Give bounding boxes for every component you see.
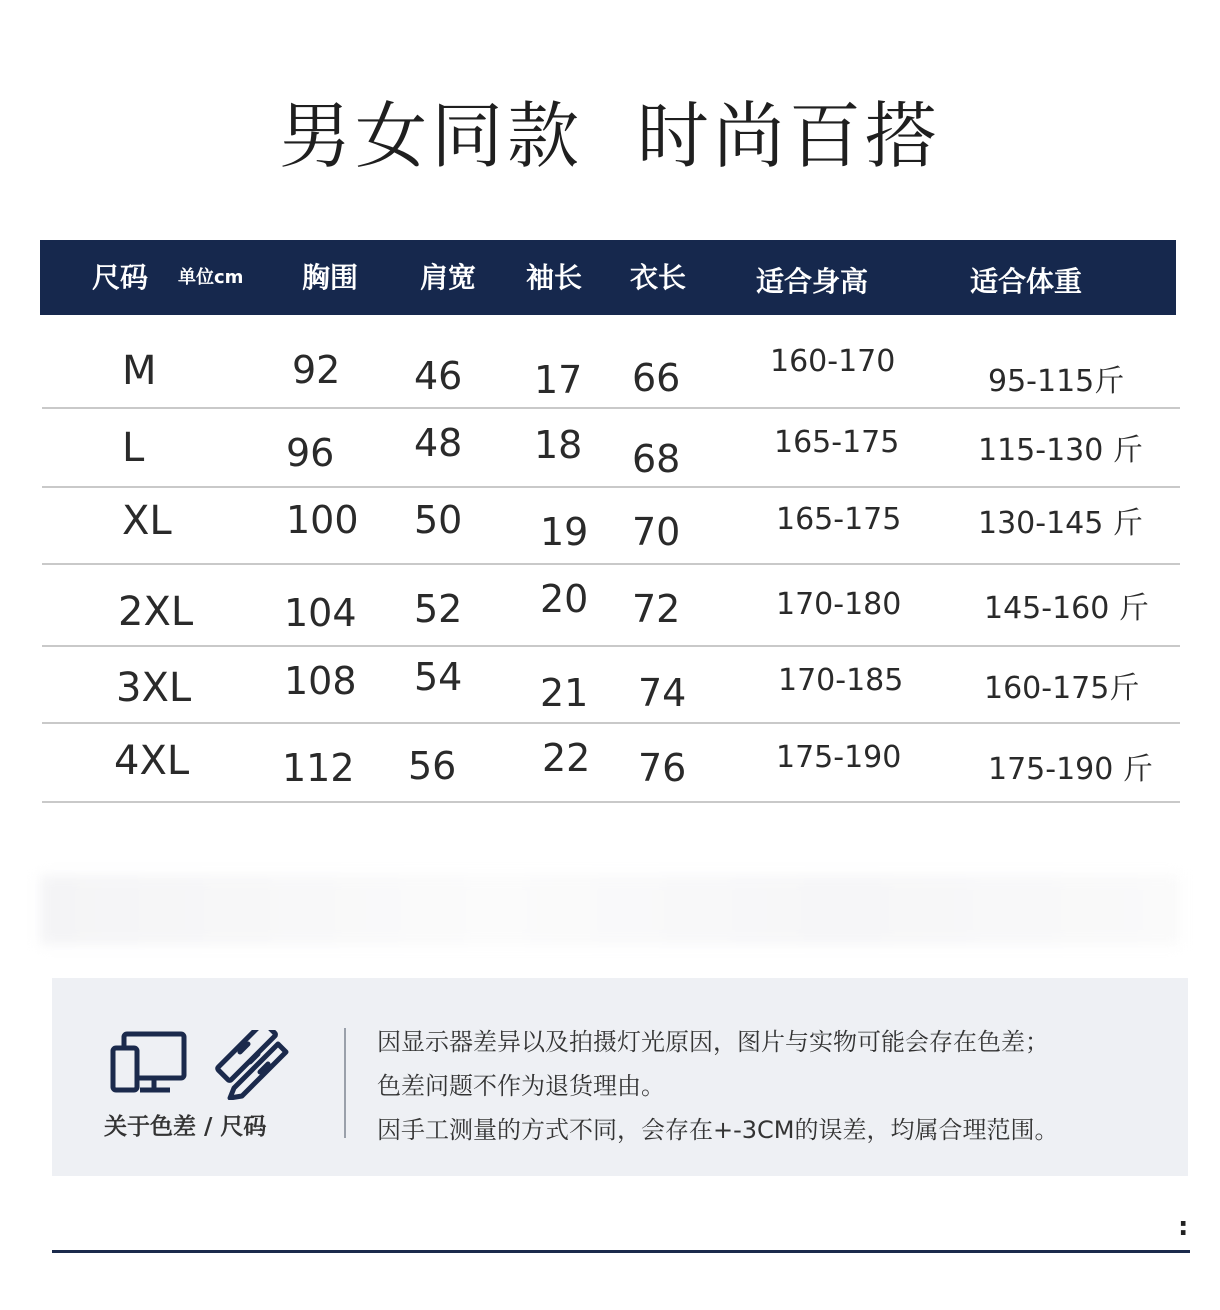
cell-length: 72 xyxy=(632,587,681,631)
header-sleeve: 袖长 xyxy=(526,261,583,294)
cell-size: 2XL xyxy=(118,589,194,635)
cell-size: XL xyxy=(122,498,172,544)
notice-line-1: 因显示器差异以及拍摄灯光原因，图片与实物可能会存在色差； xyxy=(377,1028,1049,1056)
table-row xyxy=(42,330,1180,409)
cell-chest: 112 xyxy=(282,746,355,790)
bottom-divider xyxy=(52,1250,1190,1253)
cell-size: M xyxy=(122,348,157,394)
cell-weight: 160-175斤 xyxy=(984,671,1140,706)
cell-shoulder: 54 xyxy=(414,655,463,699)
cell-height: 160-170 xyxy=(770,344,896,379)
cell-height: 165-175 xyxy=(776,502,902,537)
cell-length: 66 xyxy=(632,356,681,400)
cell-chest: 104 xyxy=(284,591,357,635)
cell-sleeve: 17 xyxy=(534,358,583,402)
cell-size: L xyxy=(122,425,145,471)
cell-sleeve: 19 xyxy=(540,510,589,554)
cell-size: 4XL xyxy=(114,738,190,784)
notice-icons xyxy=(110,1030,290,1100)
cell-sleeve: 18 xyxy=(534,423,583,467)
table-row xyxy=(42,488,1180,565)
header-height: 适合身高 xyxy=(756,265,869,298)
table-row xyxy=(42,647,1180,724)
page-title: 男女同款 时尚百搭 xyxy=(279,94,941,178)
notice-box xyxy=(52,978,1188,1176)
corner-mark: : xyxy=(1178,1212,1189,1242)
header-shoulder: 肩宽 xyxy=(420,261,477,294)
header-chest: 胸围 xyxy=(302,261,359,294)
cell-shoulder: 56 xyxy=(408,744,457,788)
cell-length: 70 xyxy=(632,510,681,554)
cell-length: 74 xyxy=(638,671,687,715)
ruler-pencil-icon xyxy=(217,1030,286,1098)
notice-icon-label: 关于色差 / 尺码 xyxy=(104,1114,267,1140)
table-row xyxy=(42,724,1180,803)
header-length: 衣长 xyxy=(630,261,687,294)
blurred-strip xyxy=(40,875,1180,945)
monitor-phone-icon xyxy=(113,1034,184,1090)
cell-length: 68 xyxy=(632,437,681,481)
cell-sleeve: 20 xyxy=(540,577,589,621)
cell-weight: 115-130 斤 xyxy=(978,433,1143,468)
cell-weight: 145-160 斤 xyxy=(984,591,1149,626)
notice-line-3: 因手工测量的方式不同，会存在+-3CM的误差，均属合理范围。 xyxy=(377,1116,1059,1144)
cell-chest: 100 xyxy=(286,498,359,542)
cell-sleeve: 22 xyxy=(542,736,591,780)
cell-height: 170-185 xyxy=(778,663,904,698)
notice-line-2: 色差问题不作为退货理由。 xyxy=(377,1072,665,1100)
table-row xyxy=(42,565,1180,647)
cell-length: 76 xyxy=(638,746,687,790)
cell-height: 170-180 xyxy=(776,587,902,622)
cell-shoulder: 48 xyxy=(414,421,463,465)
cell-weight: 95-115斤 xyxy=(988,364,1125,399)
cell-chest: 108 xyxy=(284,659,357,703)
cell-height: 165-175 xyxy=(774,425,900,460)
cell-sleeve: 21 xyxy=(540,671,589,715)
divider xyxy=(344,1028,346,1138)
header-size: 尺码 xyxy=(92,261,149,294)
cell-chest: 96 xyxy=(286,431,335,475)
header-unit: 单位cm xyxy=(178,267,244,288)
cell-size: 3XL xyxy=(116,665,192,711)
cell-shoulder: 52 xyxy=(414,587,463,631)
header-weight: 适合体重 xyxy=(970,265,1083,298)
cell-shoulder: 50 xyxy=(414,498,463,542)
cell-shoulder: 46 xyxy=(414,354,463,398)
cell-weight: 130-145 斤 xyxy=(978,506,1143,541)
cell-chest: 92 xyxy=(292,348,341,392)
table-header xyxy=(40,240,1176,315)
table-row xyxy=(42,409,1180,488)
cell-height: 175-190 xyxy=(776,740,902,775)
cell-weight: 175-190 斤 xyxy=(988,752,1153,787)
